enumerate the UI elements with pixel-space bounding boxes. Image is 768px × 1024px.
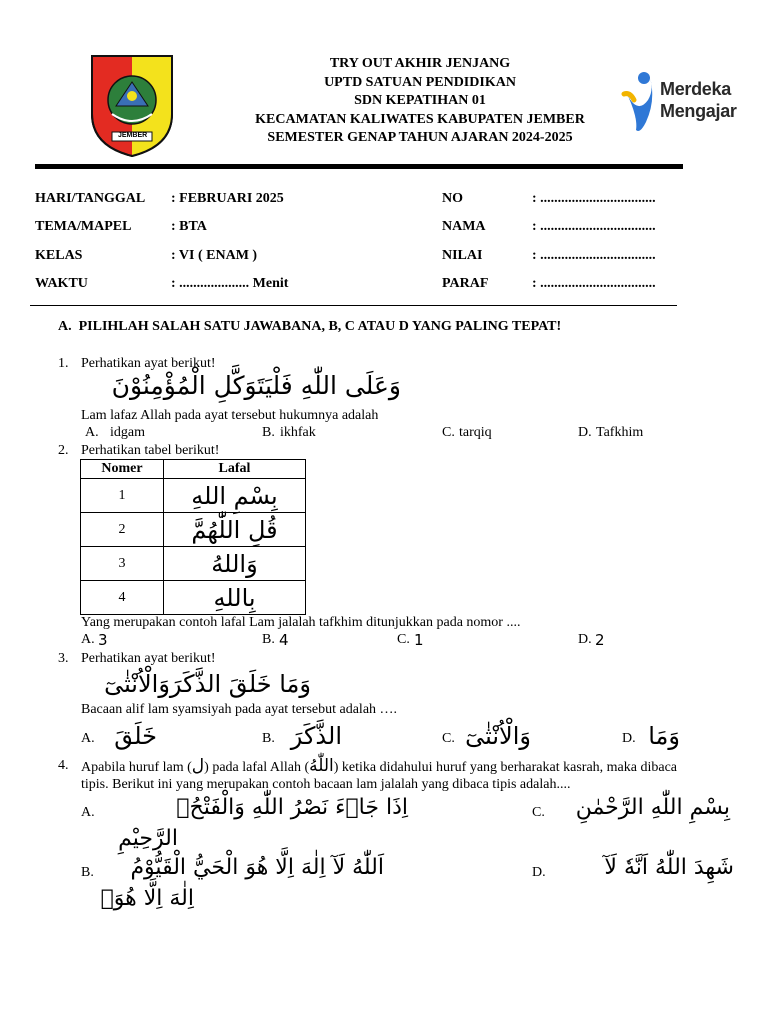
- option-letter: C.: [442, 731, 455, 746]
- answer-option[interactable]: tarqiq: [459, 425, 492, 440]
- question-text: Yang merupakan contoh lafal Lam jalalah tafkhim ditunjukkan pada nomor ....: [81, 615, 521, 630]
- question-text-part: Apabila huruf lam (: [81, 760, 192, 775]
- answer-option[interactable]: الذَّكَرَ: [290, 722, 342, 750]
- option-letter: D.: [578, 425, 592, 440]
- answer-option[interactable]: بِسْمِ اللّٰهِ الرَّحْمٰنِ: [575, 795, 730, 820]
- info-label: KELAS: [35, 248, 83, 263]
- lafal-cell: قُلِ اللّٰهُمَّ: [164, 513, 306, 547]
- answer-option-continuation: اِلٰهَ اِلَّا هُوَۙ: [100, 886, 194, 911]
- option-letter: C.: [397, 632, 410, 647]
- lafal-cell: وَاللهُ: [164, 547, 306, 581]
- answer-option[interactable]: 2: [595, 631, 605, 649]
- answer-option[interactable]: خَلَقَ: [114, 722, 157, 750]
- option-letter: A.: [85, 425, 99, 440]
- section-title: PILIHLAH SALAH SATU JAWABANA, B, C ATAU D YANG PALING TEPAT!: [78, 319, 562, 334]
- table-header-row: [81, 460, 306, 479]
- table-row: [81, 581, 306, 615]
- allah-word: اللّٰهُ: [309, 756, 334, 776]
- info-value: : .................................: [532, 219, 656, 234]
- option-letter: C.: [532, 805, 545, 820]
- seal-banner-text: JEMBER: [118, 132, 148, 139]
- info-label: NILAI: [442, 248, 483, 263]
- option-letter: C.: [442, 425, 455, 440]
- lafal-table: [80, 459, 306, 615]
- option-letter: A.: [81, 805, 95, 820]
- table-row: [81, 479, 306, 513]
- info-value: : .................................: [532, 276, 656, 291]
- jember-seal-logo: [90, 54, 174, 158]
- question-text-part: ) pada lafal Allah (: [204, 760, 310, 775]
- header-line: UPTD SATUAN PENDIDIKAN: [324, 74, 516, 90]
- section-instruction: [58, 319, 561, 335]
- answer-option[interactable]: وَالْاُنْثٰىٓ: [465, 722, 531, 750]
- row-number: 4: [81, 581, 164, 615]
- info-value: : .................................: [532, 191, 656, 206]
- question-text: tipis. Berikut ini yang merupakan contoh bacaan lam jalalah yang dibaca tipis adalah....: [81, 777, 571, 792]
- answer-option[interactable]: Tafkhim: [596, 425, 644, 440]
- info-value: : .................................: [532, 248, 656, 263]
- merdeka-mengajar-mark-icon: [620, 70, 658, 136]
- question-prompt: Perhatikan tabel berikut!: [81, 443, 220, 458]
- question-text: [81, 757, 741, 777]
- option-letter: B.: [262, 425, 275, 440]
- question-prompt: Perhatikan ayat berikut!: [81, 356, 216, 371]
- answer-option[interactable]: idgam: [110, 425, 145, 440]
- info-label: TEMA/MAPEL: [35, 219, 132, 234]
- brand-line: Merdeka: [660, 79, 731, 99]
- question-number: 3.: [58, 651, 69, 666]
- option-letter: D.: [532, 865, 546, 880]
- option-letter: A.: [81, 731, 95, 746]
- column-header: Lafal: [164, 460, 306, 479]
- option-letter: D.: [622, 731, 636, 746]
- answer-option[interactable]: ikhfak: [280, 425, 316, 440]
- info-value: : VI ( ENAM ): [171, 248, 258, 263]
- header-line: TRY OUT AKHIR JENJANG: [329, 56, 511, 71]
- info-divider: [30, 305, 677, 306]
- answer-option[interactable]: 4: [279, 631, 289, 649]
- answer-option[interactable]: شَهِدَ اللّٰهُ اَنَّهٗ لَآ: [604, 855, 734, 880]
- quran-verse: وَعَلَى اللّٰهِ فَلْيَتَوَكَّلِ الْمُؤْمِنُوْنَ: [111, 371, 401, 400]
- info-value: : .................... Menit: [171, 276, 289, 291]
- table-row: [81, 513, 306, 547]
- header-line: SEMESTER GENAP TAHUN AJARAN 2024-2025: [267, 130, 573, 145]
- info-label: WAKTU: [35, 276, 88, 291]
- column-header: Nomer: [81, 460, 164, 479]
- section-letter: A.: [58, 319, 72, 334]
- lam-letter: ل: [191, 756, 205, 776]
- row-number: 1: [81, 479, 164, 513]
- answer-option[interactable]: 1: [414, 631, 424, 649]
- table-row: [81, 547, 306, 581]
- question-number: 2.: [58, 443, 69, 458]
- info-label: NAMA: [442, 219, 486, 234]
- question-text: Bacaan alif lam syamsiyah pada ayat tersebut adalah ….: [81, 702, 398, 717]
- option-letter: B.: [81, 865, 94, 880]
- brand-wordmark: [660, 78, 737, 122]
- info-label: PARAF: [442, 276, 489, 291]
- header-divider: [35, 164, 683, 169]
- info-value: : FEBRUARI 2025: [171, 191, 284, 206]
- option-letter: B.: [262, 632, 275, 647]
- header-line: SDN KEPATIHAN 01: [354, 93, 486, 108]
- question-number: 1.: [58, 356, 69, 371]
- lafal-cell: بِاللهِ: [164, 581, 306, 615]
- school-header: [200, 55, 640, 148]
- question-number: 4.: [58, 758, 69, 773]
- option-letter: A.: [81, 632, 95, 647]
- quran-verse: وَمَا خَلَقَ الذَّكَرَوَالْاُنْثٰىٓ: [104, 670, 311, 698]
- row-number: 2: [81, 513, 164, 547]
- answer-option-continuation: الرَّحِيْمِ: [118, 826, 178, 851]
- info-label: NO: [442, 191, 463, 206]
- info-value: : BTA: [171, 219, 207, 234]
- info-label: HARI/TANGGAL: [35, 191, 146, 206]
- lafal-cell: بِسْمِ اللهِ: [164, 479, 306, 513]
- row-number: 3: [81, 547, 164, 581]
- question-text-part: ) ketika didahului huruf yang berharakat kasrah, maka dibaca: [333, 760, 678, 775]
- merdeka-mengajar-logo: [620, 70, 750, 136]
- answer-option[interactable]: وَمَا: [648, 722, 680, 750]
- brand-line: Mengajar: [660, 101, 737, 121]
- option-letter: B.: [262, 731, 275, 746]
- question-prompt: Perhatikan ayat berikut!: [81, 651, 216, 666]
- answer-option[interactable]: اِذَا جَاۤءَ نَصْرُ اللّٰهِ وَالْفَتْحُۙ: [176, 795, 408, 820]
- header-line: KECAMATAN KALIWATES KABUPATEN JEMBER: [255, 111, 585, 127]
- question-text: Lam lafaz Allah pada ayat tersebut hukumnya adalah: [81, 408, 379, 423]
- answer-option[interactable]: اَللّٰهُ لَآ اِلٰهَ اِلَّا هُوَ الْحَيُّ الْقَيُّوْمُ: [130, 855, 384, 880]
- answer-option[interactable]: 3: [98, 631, 108, 649]
- option-letter: D.: [578, 632, 592, 647]
